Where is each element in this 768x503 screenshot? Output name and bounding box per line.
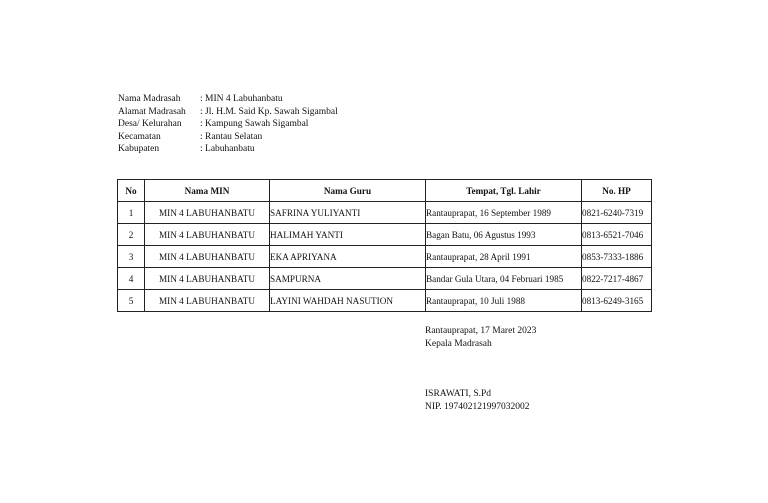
cell-tempat-tgl-lahir: Rantauprapat, 10 Juli 1988	[426, 290, 582, 312]
cell-nama-min: MIN 4 LABUHANBATU	[145, 290, 270, 312]
cell-no-hp: 0813-6521-7046	[582, 224, 652, 246]
cell-no: 2	[118, 224, 145, 246]
table-row	[118, 268, 652, 290]
table-row	[118, 290, 652, 312]
info-value: : Labuhanbatu	[200, 144, 255, 154]
school-info	[118, 93, 338, 156]
cell-nama-min: MIN 4 LABUHANBATU	[145, 202, 270, 224]
info-row-kabupaten	[118, 143, 338, 156]
header-nama-min: Nama MIN	[145, 180, 270, 202]
cell-nama-guru: SAMPURNA	[270, 268, 426, 290]
cell-nama-guru: EKA APRIYANA	[270, 246, 426, 268]
header-no-hp: No. HP	[582, 180, 652, 202]
table-header-row	[118, 180, 652, 202]
table-row	[118, 224, 652, 246]
cell-tempat-tgl-lahir: Rantauprapat, 28 April 1991	[426, 246, 582, 268]
cell-no: 5	[118, 290, 145, 312]
info-value: : Jl. H.M. Said Kp. Sawah Sigambal	[200, 106, 338, 117]
info-label: Kabupaten	[118, 144, 160, 154]
cell-no-hp: 0853-7333-1886	[582, 246, 652, 268]
cell-no-hp: 0822-7217-4867	[582, 268, 652, 290]
table-row	[118, 246, 652, 268]
info-value: : MIN 4 Labuhanbatu	[200, 94, 283, 104]
info-label: Alamat Madrasah	[118, 106, 186, 117]
cell-no-hp: 0813-6249-3165	[582, 290, 652, 312]
cell-nama-guru: HALIMAH YANTI	[270, 224, 426, 246]
info-row-desa-kelurahan	[118, 118, 338, 131]
header-no: No	[118, 180, 145, 202]
table-row	[118, 202, 652, 224]
cell-tempat-tgl-lahir: Bagan Batu, 06 Agustus 1993	[426, 224, 582, 246]
signature-title: Kepala Madrasah	[425, 338, 492, 349]
signature-space	[425, 350, 536, 388]
info-row-alamat-madrasah	[118, 106, 338, 119]
cell-nama-min: MIN 4 LABUHANBATU	[145, 268, 270, 290]
cell-no-hp: 0821-6240-7319	[582, 202, 652, 224]
cell-tempat-tgl-lahir: Bandar Gula Utara, 04 Februari 1985	[426, 268, 582, 290]
info-label: Kecamatan	[118, 131, 161, 142]
cell-nama-min: MIN 4 LABUHANBATU	[145, 246, 270, 268]
info-value: : Kampung Sawah Sigambal	[200, 119, 309, 129]
cell-nama-guru: LAYINI WAHDAH NASUTION	[270, 290, 426, 312]
signature-place-date: Rantauprapat, 17 Maret 2023	[425, 326, 537, 336]
cell-no: 1	[118, 202, 145, 224]
signature-name: ISRAWATI, S.Pd	[425, 389, 492, 399]
signature-block	[425, 325, 536, 413]
cell-nama-guru: SAFRINA YULIYANTI	[270, 202, 426, 224]
info-row-kecamatan	[118, 131, 338, 144]
signature-nip: NIP. 197402121997032002	[425, 401, 530, 412]
header-nama-guru: Nama Guru	[270, 180, 426, 202]
info-value: : Rantau Selatan	[200, 131, 263, 142]
info-row-nama-madrasah	[118, 93, 338, 106]
cell-tempat-tgl-lahir: Rantauprapat, 16 September 1989	[426, 202, 582, 224]
teacher-table	[117, 179, 652, 312]
cell-nama-min: MIN 4 LABUHANBATU	[145, 224, 270, 246]
header-tempat-tgl-lahir: Tempat, Tgl. Lahir	[426, 180, 582, 202]
cell-no: 4	[118, 268, 145, 290]
info-label: Nama Madrasah	[118, 94, 181, 104]
cell-no: 3	[118, 246, 145, 268]
info-label: Desa/ Kelurahan	[118, 119, 182, 129]
